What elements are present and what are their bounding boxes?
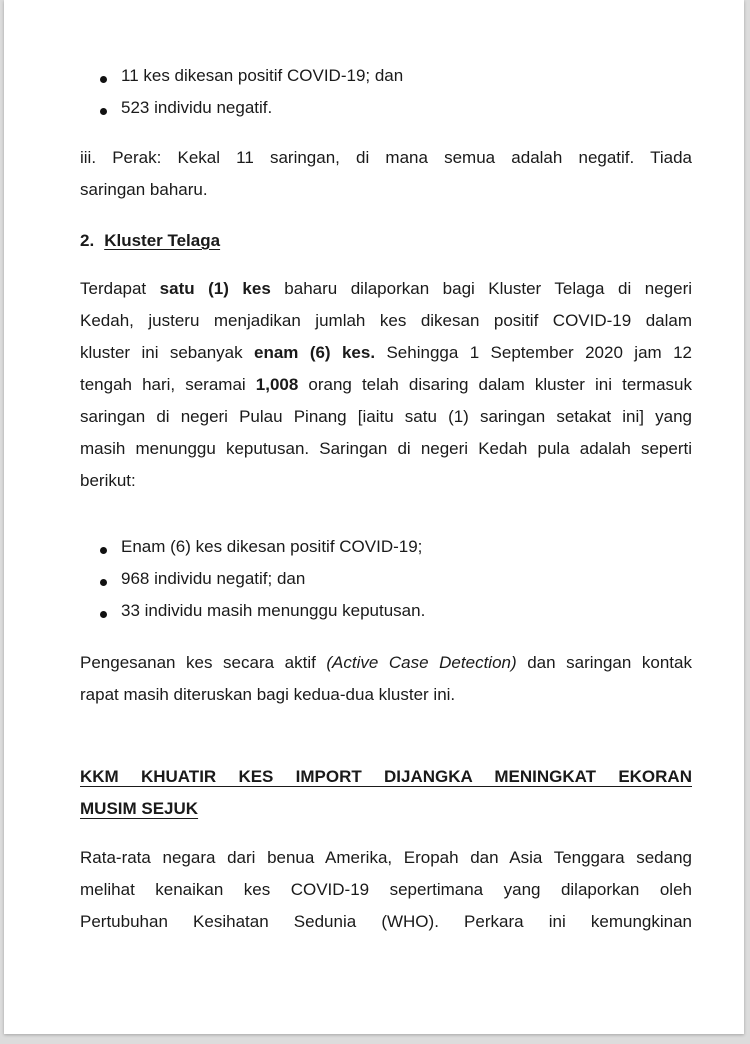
- text-line: Kedah, justeru menjadikan jumlah kes dikesan positif COVID-19 dalam: [80, 311, 692, 330]
- text-line: iii. Perak: Kekal 11 saringan, di mana semua adalah negatif. Tiada: [80, 148, 692, 167]
- section-number: 2.: [80, 231, 95, 250]
- italic-text: (Active Case Detection): [326, 653, 517, 672]
- bold-text: satu (1) kes: [159, 279, 271, 298]
- text-line: [80, 647, 692, 679]
- text-line: Pertubuhan Kesihatan Sedunia (WHO). Perkara ini kemungkinan: [80, 912, 692, 931]
- import-cases-paragraph: [80, 842, 692, 938]
- text-line: Rata-rata negara dari benua Amerika, Eropah dan Asia Tenggara sedang: [80, 848, 692, 867]
- document-page: [4, 0, 744, 1034]
- text-span: Pengesanan kes secara aktif: [80, 653, 327, 672]
- text-line: berikut:: [80, 471, 136, 490]
- heading-line: KKM KHUATIR KES IMPORT DIJANGKA MENINGKAT EKORAN: [80, 767, 692, 786]
- top-bullet-list: [100, 60, 403, 124]
- bullet-icon: [100, 579, 107, 586]
- list-item-text: Enam (6) kes dikesan positif COVID-19;: [121, 537, 423, 556]
- text-span: Terdapat: [80, 279, 160, 298]
- active-case-detection-paragraph: [80, 647, 692, 711]
- text-line: [80, 337, 692, 369]
- heading-line: MUSIM SEJUK: [80, 799, 199, 818]
- bullet-icon: [100, 611, 107, 618]
- list-item: [100, 92, 403, 124]
- list-item-text: 968 individu negatif; dan: [121, 569, 306, 588]
- text-line: saringan baharu.: [80, 180, 208, 199]
- perak-paragraph: [80, 142, 692, 206]
- text-span: tengah hari, seramai: [80, 375, 256, 394]
- text-line: melihat kenaikan kes COVID-19 sepertimana yang dilaporkan oleh: [80, 880, 692, 899]
- text-line: [80, 273, 692, 305]
- list-item: [100, 531, 425, 563]
- kedah-bullet-list: [100, 531, 425, 627]
- list-item-text: 33 individu masih menunggu keputusan.: [121, 601, 426, 620]
- bullet-icon: [100, 108, 107, 115]
- text-span: baharu dilaporkan bagi Kluster Telaga di negeri: [270, 279, 693, 298]
- text-span: Sehingga 1 September 2020 jam 12: [375, 343, 692, 362]
- list-item-text: 523 individu negatif.: [121, 98, 273, 117]
- list-item-text: 11 kes dikesan positif COVID-19; dan: [121, 66, 404, 85]
- telaga-paragraph: [80, 273, 692, 497]
- text-line: rapat masih diteruskan bagi kedua-dua kluster ini.: [80, 685, 456, 704]
- text-line: masih menunggu keputusan. Saringan di negeri Kedah pula adalah seperti: [80, 439, 692, 458]
- import-cases-heading: [80, 761, 692, 825]
- text-span: orang telah disaring dalam kluster ini termasuk: [298, 375, 693, 394]
- text-line: [80, 369, 692, 401]
- list-item: [100, 563, 425, 595]
- text-line: saringan di negeri Pulau Pinang [iaitu satu (1) saringan setakat ini] yang: [80, 407, 692, 426]
- section-title: Kluster Telaga: [104, 231, 221, 250]
- text-span: dan saringan kontak: [516, 653, 692, 672]
- text-span: kluster ini sebanyak: [80, 343, 255, 362]
- bold-text: enam (6) kes.: [254, 343, 376, 362]
- section-heading-kluster-telaga: [80, 225, 220, 257]
- bullet-icon: [100, 547, 107, 554]
- list-item: [100, 60, 403, 92]
- bullet-icon: [100, 76, 107, 83]
- list-item: [100, 595, 425, 627]
- bold-text: 1,008: [255, 375, 299, 394]
